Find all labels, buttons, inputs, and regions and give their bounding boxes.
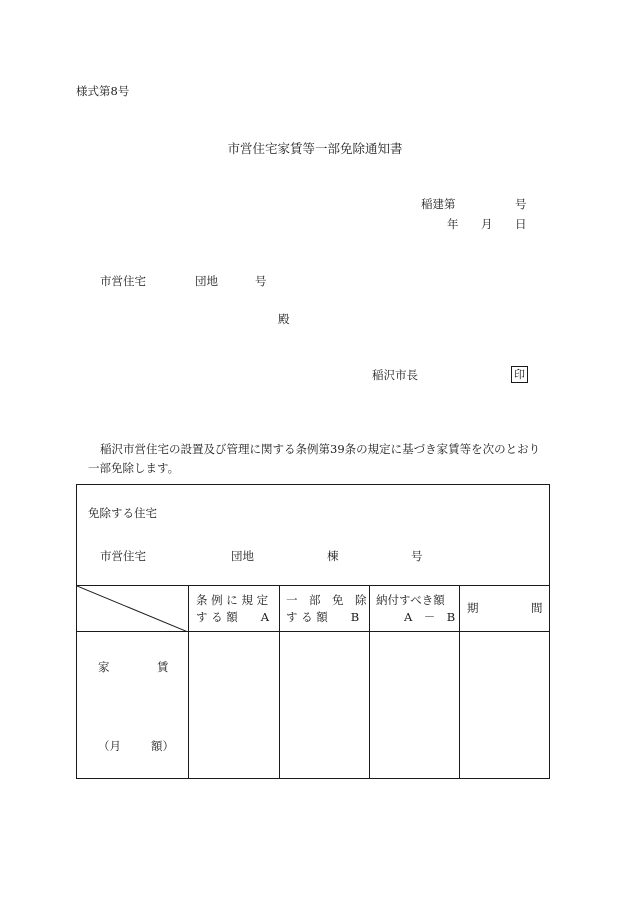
section-housing-label: 市営住宅	[100, 549, 146, 563]
row-label-rent-b: 賃	[157, 660, 169, 674]
col2-header-line-1: 一 部 免 除	[286, 593, 367, 607]
col3-header-line-1: 納付すべき額	[376, 593, 445, 607]
addressee-complex-label: 団地	[195, 274, 218, 288]
section-number-label: 号	[411, 549, 423, 563]
col1-header-line-1: 条 例 に 規 定	[196, 593, 269, 607]
doc-number-suffix: 号	[515, 197, 527, 211]
addressee-number-label: 号	[255, 274, 267, 288]
form-number: 様式第8号	[76, 84, 130, 98]
row-label-monthly-a: （月	[98, 739, 121, 753]
section-title: 免除する住宅	[88, 506, 157, 520]
table-col-divider-3	[369, 585, 370, 779]
header-diagonal-line	[77, 586, 188, 632]
doc-number-prefix: 稲建第	[421, 197, 456, 211]
seal-mark: 印	[511, 366, 528, 383]
table-col-divider-4	[459, 585, 460, 779]
section-building-label: 棟	[327, 549, 339, 563]
col3-header-line-2: A － B	[404, 610, 456, 624]
col4-header-a: 期	[467, 601, 479, 615]
date-day-label: 日	[515, 217, 527, 231]
row-label-rent-a: 家	[98, 660, 110, 674]
section-complex-label: 団地	[231, 549, 254, 563]
addressee-honorific: 殿	[278, 312, 290, 326]
document-title: 市営住宅家賃等一部免除通知書	[227, 141, 403, 156]
addressee-housing-label: 市営住宅	[100, 274, 146, 288]
col1-header-line-2: す る 額 A	[196, 610, 270, 624]
date-year-label: 年	[447, 217, 459, 231]
table-col-divider-1	[188, 585, 189, 779]
date-month-label: 月	[481, 217, 493, 231]
col4-header-b: 間	[531, 601, 543, 615]
issuer-name: 稲沢市長	[372, 368, 418, 382]
col2-header-line-2: す る 額 B	[286, 610, 360, 624]
table-col-divider-2	[279, 585, 280, 779]
row-label-monthly-b: 額）	[151, 739, 174, 753]
body-text-line-2: 一部免除します。	[88, 461, 180, 475]
body-text-line-1: 稲沢市営住宅の設置及び管理に関する条例第39条の規定に基づき家賃等を次のとおり	[100, 442, 541, 456]
